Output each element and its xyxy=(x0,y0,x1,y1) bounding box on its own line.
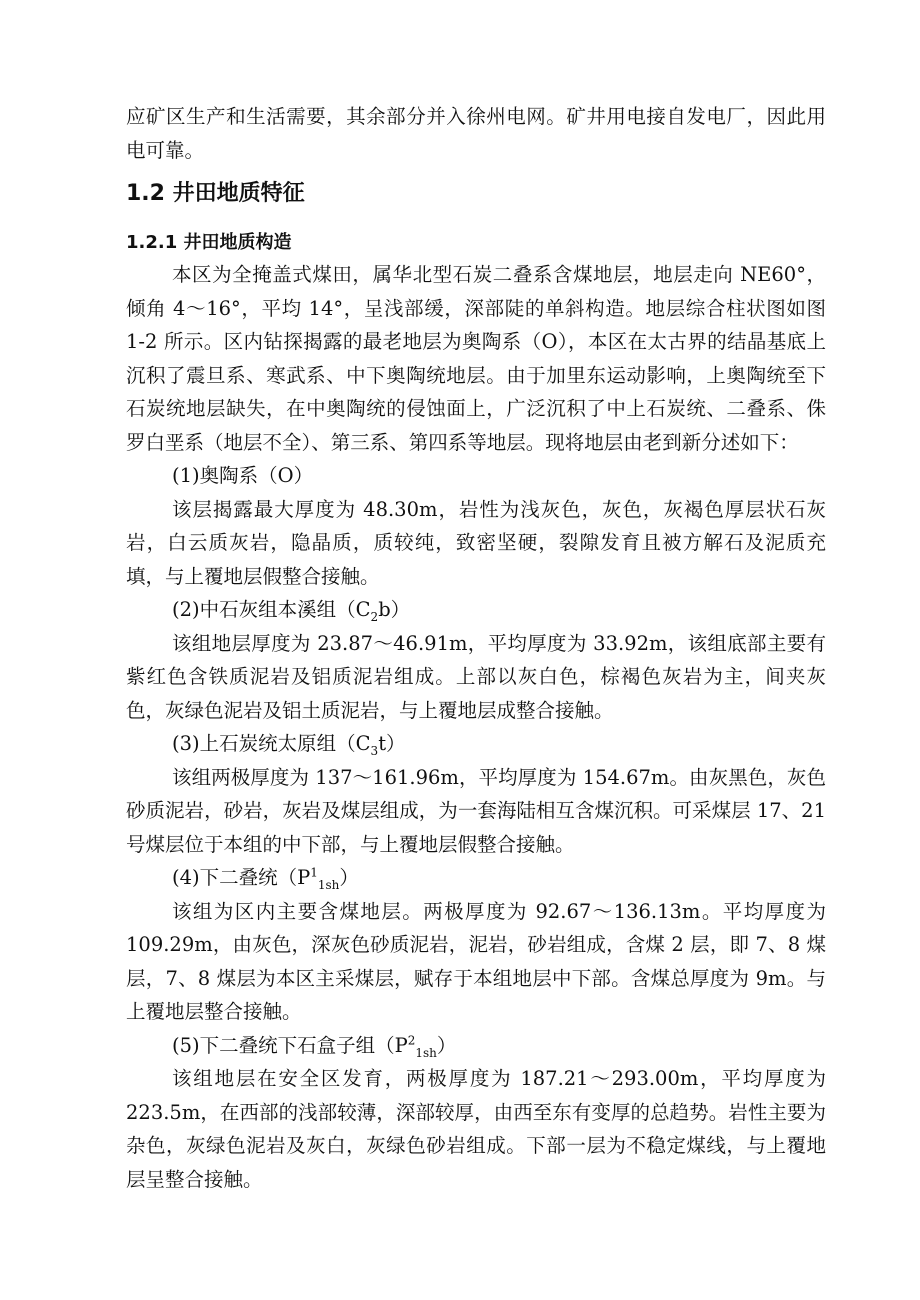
item-5-title: (5)下二叠统下石盒子组$(P^2_{1sh})$ xyxy=(172,1033,457,1060)
item-1-title: (1)奥陶系（O） xyxy=(172,464,314,487)
intro-paragraph-block xyxy=(126,100,826,167)
body-content xyxy=(126,258,826,1196)
section-heading: 1.2 井田地质特征 xyxy=(126,181,305,206)
item-2-text: 该组地层厚度为 23.87～46.91m，平均厚度为 33.92m，该组底部主要有紫红色含铁质泥岩及铝质泥岩组成。上部以灰白色，棕褐色灰岩为主，间夹灰色，灰绿色泥岩及铝土质泥岩，与上覆地层成整合接触。 xyxy=(126,631,826,722)
item-4-title: (4)下二叠统$(P^1_{1sh})$ xyxy=(172,865,359,892)
item-2-title: (2)中石灰组本溪组$(C_2b)$ xyxy=(172,598,411,624)
item-4-text: 该组为区内主要含煤地层。两极厚度为 92.67～136.13m。平均厚度为 109.29m，由灰色，深灰色砂质泥岩，泥岩，砂岩组成，含煤 2 层，即 7、8 煤层，7、8 煤层为本区主采煤层，赋存于本组地层中下部。含煤总厚度为 9m。与上覆地层整合接触。 xyxy=(126,899,826,1023)
subsection-heading: 1.2.1 井田地质构造 xyxy=(126,232,292,253)
item-5-text: 该组地层在安全区发育，两极厚度为 187.21～293.00m，平均厚度为 223.5m，在西部的浅部较薄，深部较厚，由西至东有变厚的总趋势。岩性主要为杂色，灰绿色泥岩及灰白，灰绿色砂岩组成。下部一层为不稳定煤线，与上覆地层呈整合接触。 xyxy=(126,1067,826,1191)
item-3-text: 该组两极厚度为 137～161.96m，平均厚度为 154.67m。由灰黑色，灰色砂质泥岩，砂岩，灰岩及煤层组成，为一套海陆相互含煤沉积。可采煤层 17、21 号煤层位于本组的中下部，与上覆地层假整合接触。 xyxy=(126,765,826,856)
item-3-title: (3)上石炭统太原组$(C_3t)$ xyxy=(172,732,406,758)
intro-paragraph: 应矿区生产和生活需要，其余部分并入徐州电网。矿井用电接自发电厂，因此用电可靠。 xyxy=(126,105,826,162)
item-1-text: 该层揭露最大厚度为 48.30m，岩性为浅灰色，灰色，灰褐色厚层状石灰岩，白云质灰岩，隐晶质，质较纯，致密坚硬，裂隙发育且被方解石及泥质充填，与上覆地层假整合接触。 xyxy=(126,497,826,588)
overview-paragraph: 本区为全掩盖式煤田，属华北型石炭二叠系含煤地层，地层走向 NE60°，倾角 4～16°，平均 14°，呈浅部缓，深部陡的单斜构造。地层综合柱状图如图 1-2 所示。区内钻探揭露的最老地层为奥陶系（O），本区在太古界的结晶基底上沉积了震旦系、寒武系、中下奥陶统地层。由于加里东运动影响，上奥陶统至下石炭统地层缺失，在中奥陶统的侵蚀面上，广泛沉积了中上石炭统、二叠系、侏罗白垩系（地层不全）、第三系、第四系等地层。现将地层由老到新分述如下： xyxy=(126,263,826,454)
